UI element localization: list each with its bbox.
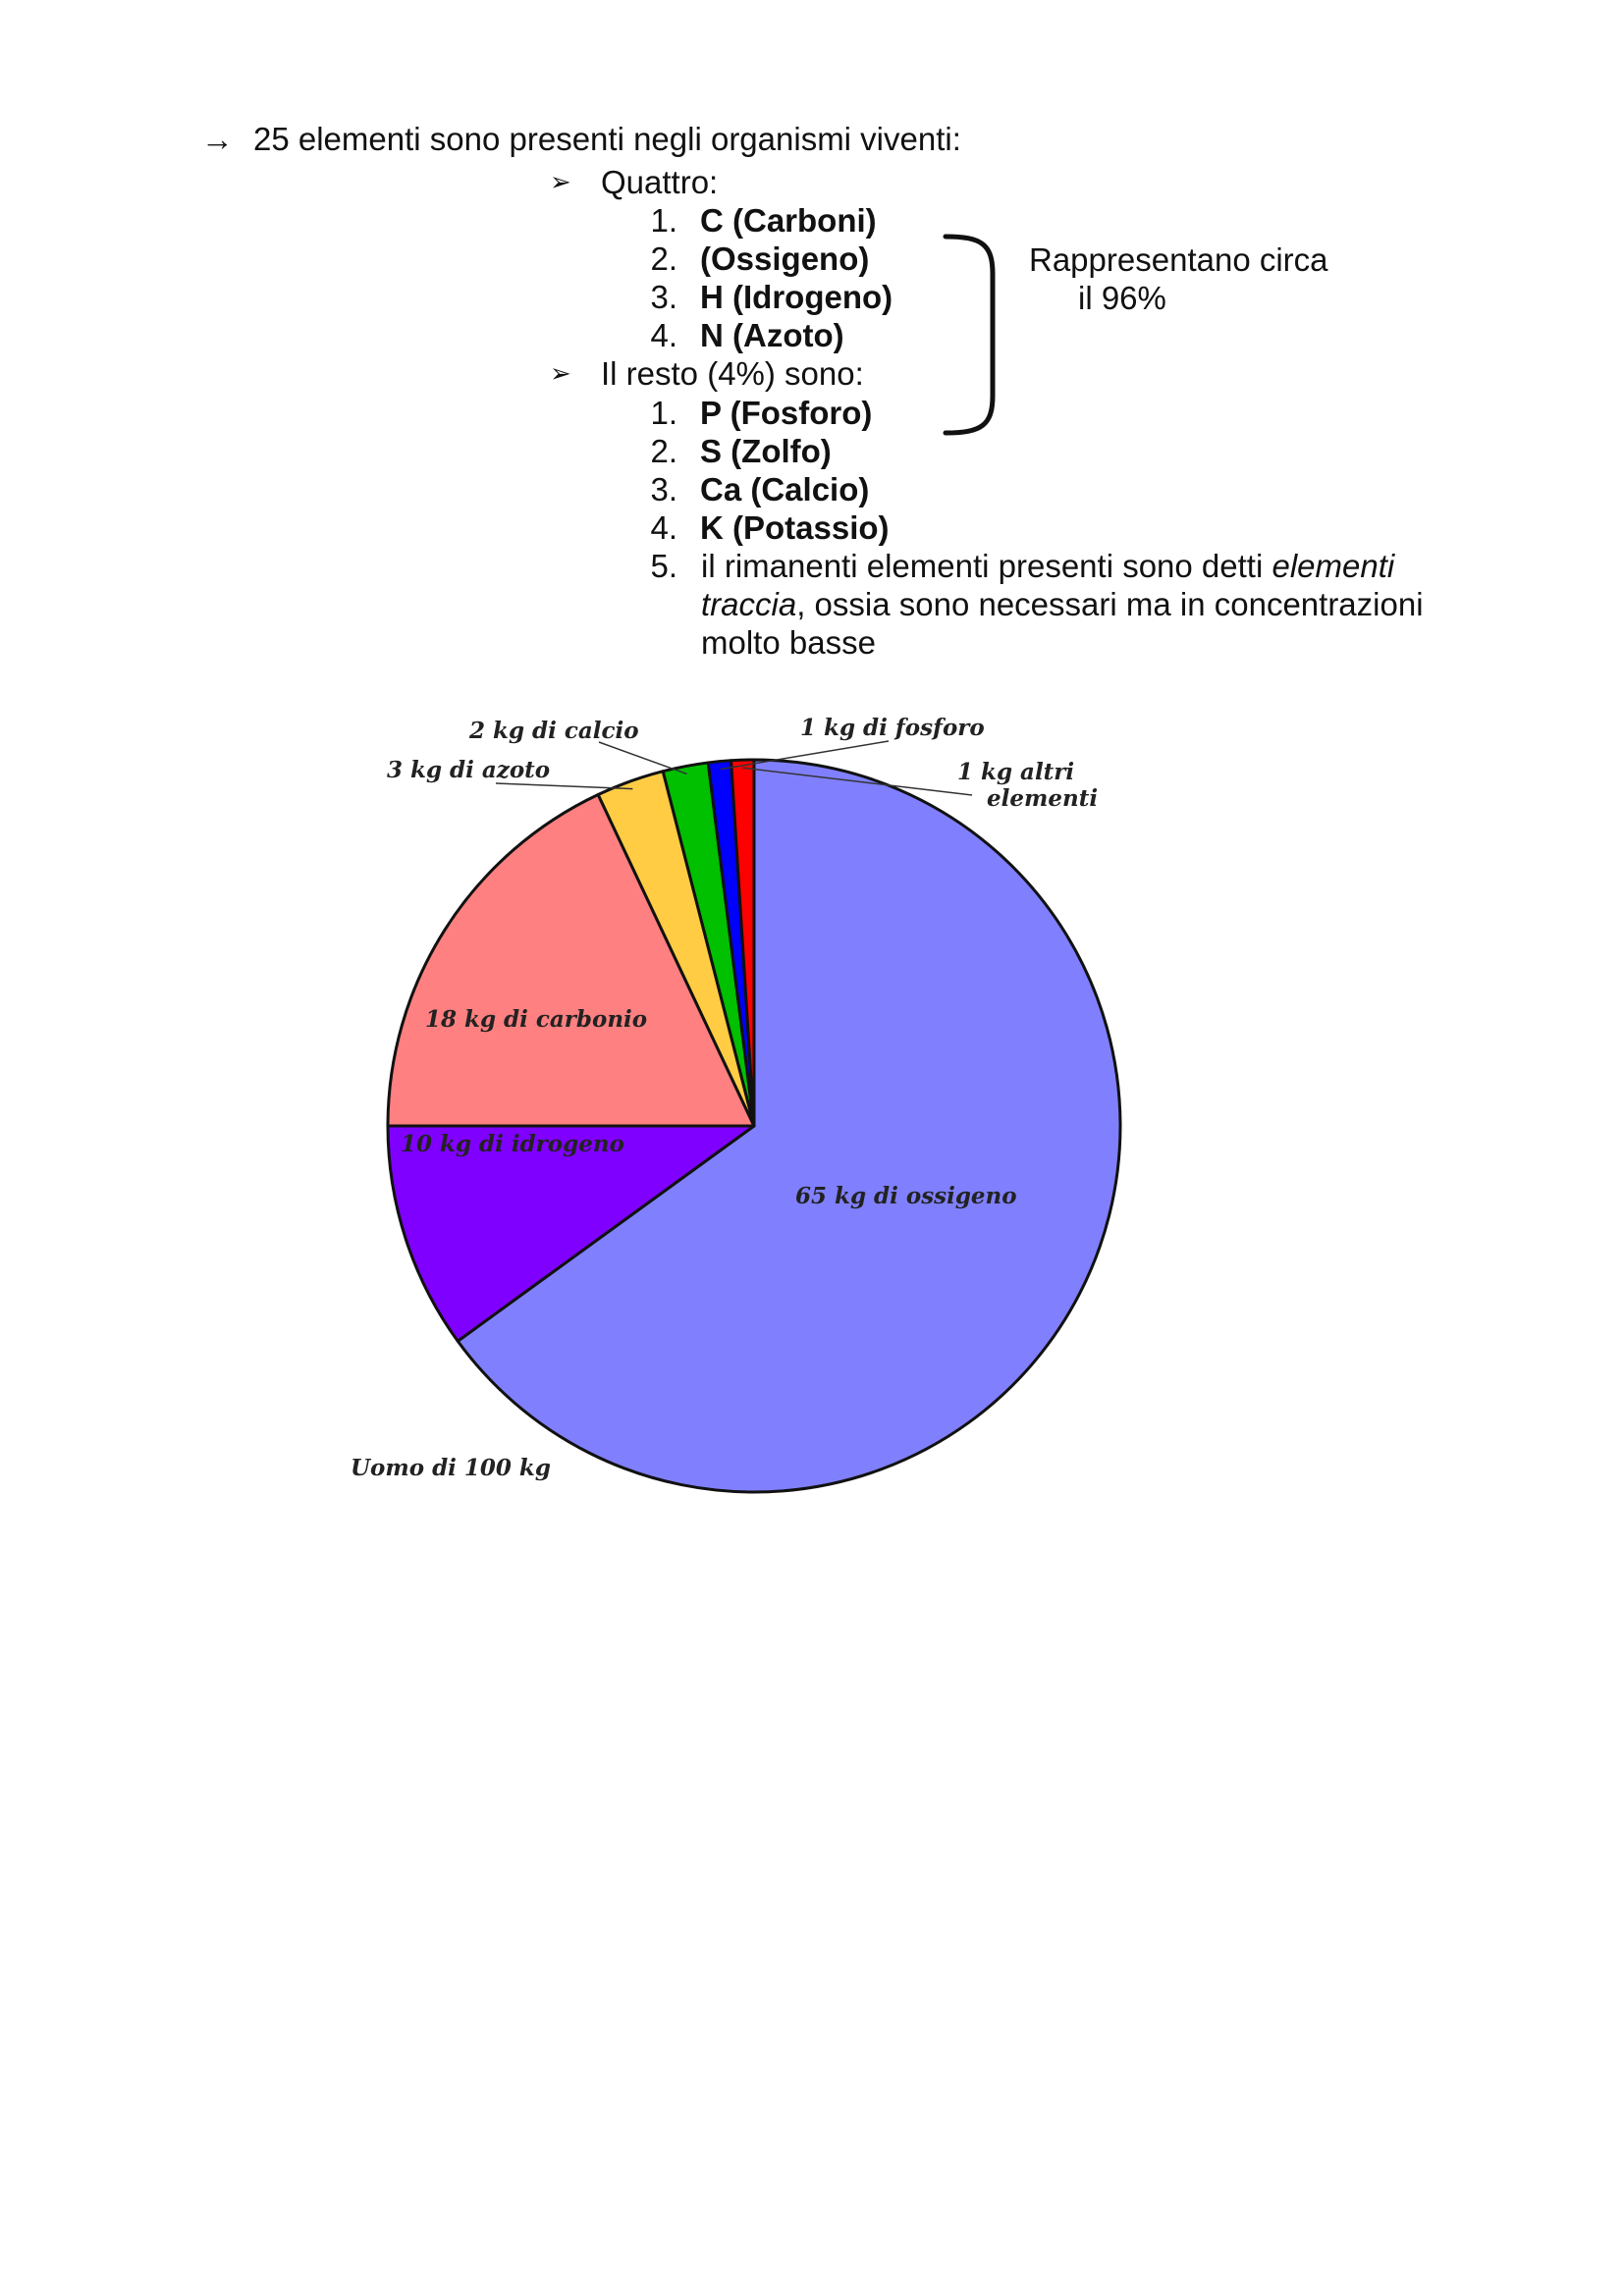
slice-label-calcio: 2 kg di calcio [469,718,639,744]
list-number: 4. [650,317,677,353]
bullet-arrowhead-icon: ➢ [550,358,571,388]
list-item: K (Potassio) [700,509,890,546]
slice-label-altri-line1: 1 kg altri [957,759,1075,785]
leader-line [496,783,632,789]
list-number: 2. [650,433,677,469]
list-item: P (Fosforo) [700,395,873,431]
slice-label-idrogeno: 10 kg di idrogeno [401,1131,624,1157]
item5-italic-term: elementi traccia [701,548,1395,622]
slice-label-carbonio: 18 kg di carbonio [425,1006,648,1033]
arrow-icon: → [201,121,234,157]
list-number: 4. [650,509,677,546]
list-number: 2. [650,240,677,277]
item5-text-start: il rimanenti elementi presenti sono detti [701,548,1272,584]
bullet-arrowhead-icon: ➢ [550,167,571,196]
list-item: (Ossigeno) [700,240,870,277]
leader-line [599,742,687,774]
slice-label-azoto: 3 kg di azoto [387,757,551,783]
list-item: N (Azoto) [700,317,844,353]
list-number: 1. [650,202,677,239]
slice-label-ossigeno: 65 kg di ossigeno [795,1183,1017,1209]
intro-text: 25 elementi sono presenti negli organismi viventi: [253,121,961,157]
list-item: S (Zolfo) [700,433,832,469]
note-line1: Rappresentano circa [1029,241,1328,278]
list-number: 1. [650,395,677,431]
group1-title: Quattro: [601,164,719,200]
note-line2: il 96% [1078,280,1166,316]
list-item: Ca (Calcio) [700,471,870,507]
list-number: 3. [650,471,677,507]
list-item: C (Carboni) [700,202,877,239]
pie-slices [388,760,1120,1492]
list-number: 3. [650,279,677,315]
chart-title: Uomo di 100 kg [351,1455,551,1481]
slice-label-altri-line2: elementi [987,785,1099,812]
group2-title: Il resto (4%) sono: [601,355,864,392]
list-item: H (Idrogeno) [700,279,893,315]
slice-label-fosforo: 1 kg di fosforo [800,715,985,741]
list-number: 5. [650,548,677,584]
item5-text-end: , ossia sono necessari ma in concentrazioni molto basse [701,586,1424,661]
